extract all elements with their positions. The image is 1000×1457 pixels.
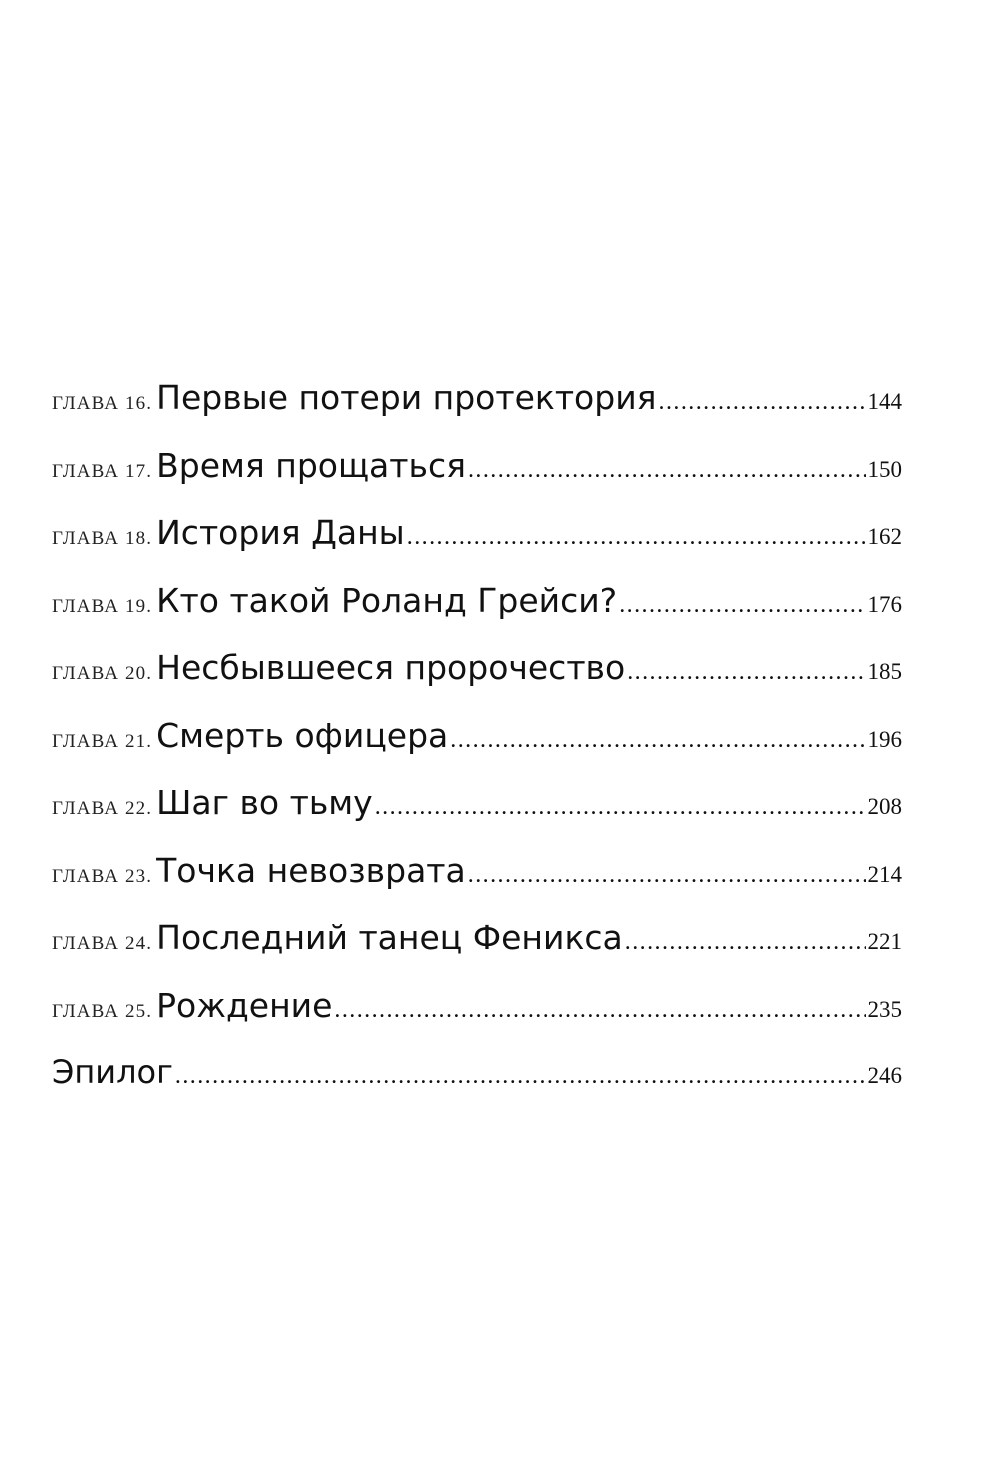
chapter-title: Несбывшееся пророчество [156,648,626,687]
chapter-title: Время прощаться [156,445,466,485]
chapter-title: Кто такой Роланд Грейси? [156,580,618,620]
page-number: 221 [867,929,902,954]
page-number: 208 [867,794,902,819]
chapter-label: ГЛАВА 24. [52,933,153,954]
chapter-label: ГЛАВА 17. [52,460,153,482]
dot-leader [450,727,865,754]
toc-entry-chapter-25 [52,986,902,1054]
toc-entry-epilogue [52,1053,902,1121]
toc-entry-chapter-23 [52,851,902,919]
chapter-label: ГЛАВА 16. [52,393,153,414]
chapter-title: Первые потери протектория [156,378,657,417]
page-number: 150 [867,456,902,482]
toc-entry-chapter-22 [52,783,902,851]
chapter-label: ГЛАВА 20. [52,663,153,684]
page-number: 214 [867,861,902,887]
page-number: 162 [867,524,902,549]
dot-leader [407,524,866,551]
chapter-label: ГЛАВА 19. [52,595,153,617]
dot-leader [175,1063,866,1090]
toc-entry-chapter-16 [52,378,902,446]
toc-entry-chapter-17 [52,446,902,514]
epilogue-title: Эпилог [52,1053,173,1091]
page-number: 196 [867,726,902,752]
dot-leader [659,389,866,416]
dot-leader [375,794,866,821]
page-number: 144 [867,389,902,414]
toc-entry-chapter-20 [52,648,902,716]
chapter-title: Точка невозврата [156,850,466,890]
dot-leader [625,929,866,956]
chapter-title: Рождение [156,985,333,1025]
chapter-label: ГЛАВА 25. [52,1000,153,1022]
chapter-label: ГЛАВА 21. [52,730,153,752]
page-number: 235 [867,996,902,1022]
chapter-title: Последний танец Феникса [156,918,623,957]
dot-leader [468,862,866,889]
chapter-label: ГЛАВА 18. [52,528,153,549]
toc-entry-chapter-18 [52,513,902,581]
table-of-contents [52,378,902,1121]
chapter-title: История Даны [156,513,405,552]
dot-leader [468,457,866,484]
chapter-title: Шаг во тьму [156,783,373,822]
chapter-title: Смерть офицера [156,715,449,755]
toc-entry-chapter-24 [52,918,902,986]
toc-entry-chapter-21 [52,716,902,784]
page-number: 185 [867,659,902,684]
toc-entry-chapter-19 [52,581,902,649]
chapter-label: ГЛАВА 23. [52,865,153,887]
dot-leader [334,997,865,1024]
page-number: 176 [867,591,902,617]
page-number: 246 [867,1063,902,1088]
dot-leader [627,659,865,686]
dot-leader [619,592,865,619]
chapter-label: ГЛАВА 22. [52,798,153,819]
